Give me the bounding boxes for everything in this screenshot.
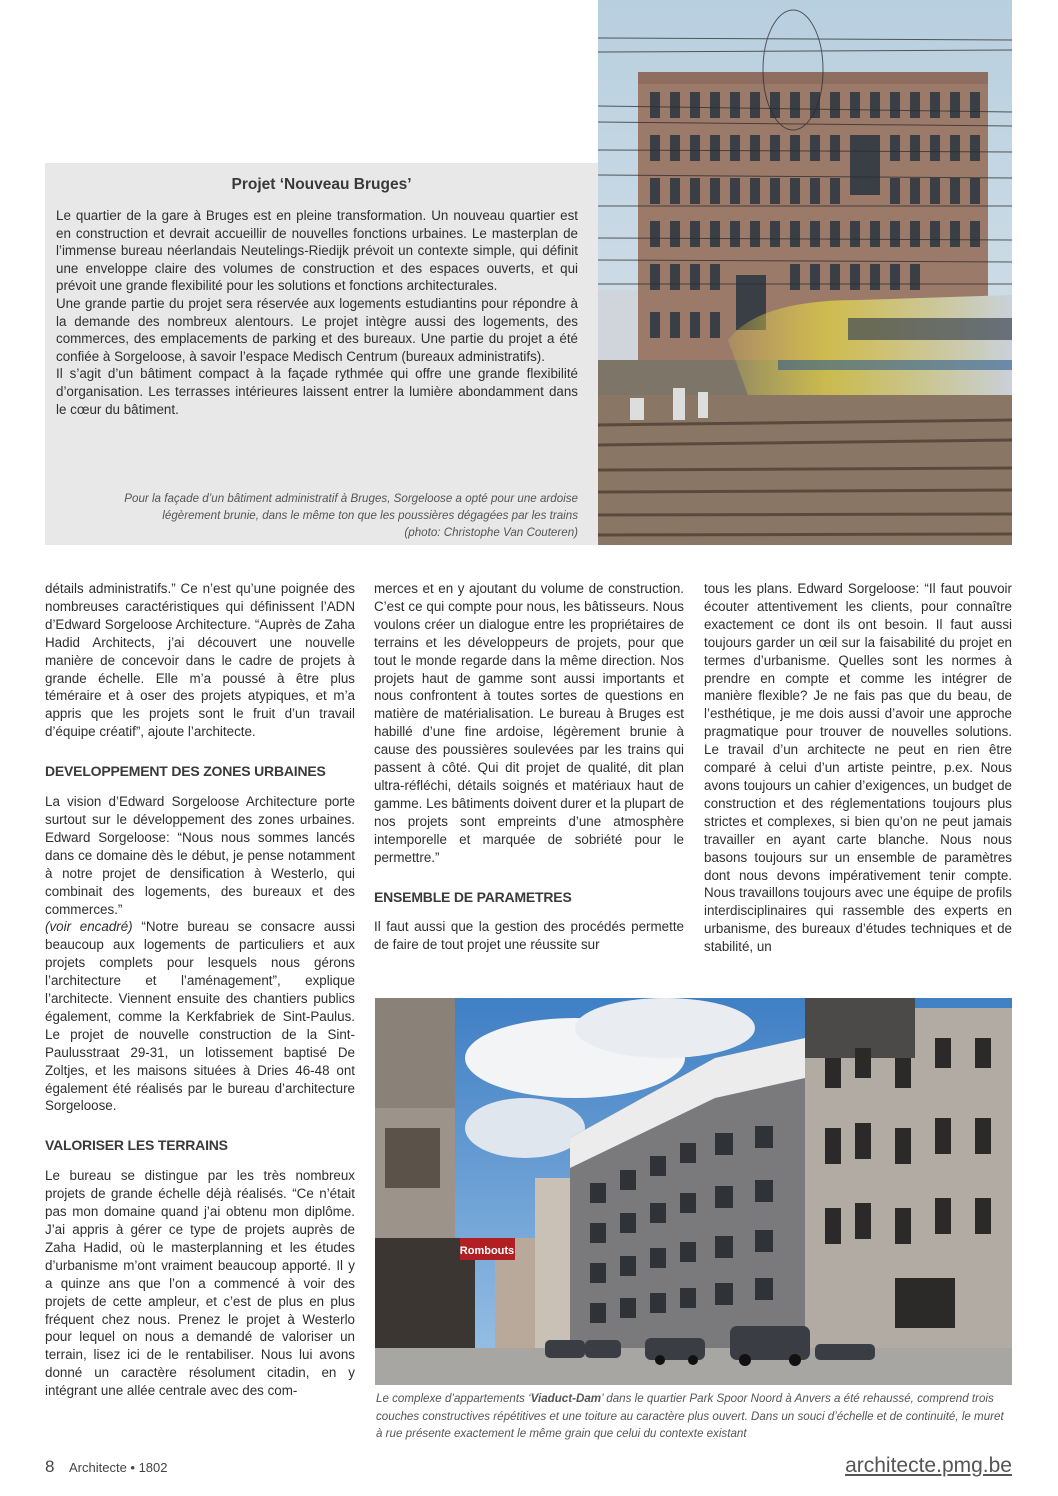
box-paragraph: Une grande partie du projet sera réservée aux logements estudiantins pour répondre à la demande des nombreux alentours. Le projet intègre aussi des logements, des commerces, des emplacements de parking et des bureaux. Une partie du projet a été confiée à Sorgeloose, à savoir l’espace Medisch Centrum (bureaux administratifs). [56, 295, 578, 364]
article-paragraph: Il faut aussi que la gestion des procédés permette de faire de tout projet une réussite sur [374, 919, 684, 953]
article-column-2 [374, 580, 684, 954]
box-title: Projet ‘Nouveau Bruges’ [231, 176, 412, 193]
article-column-3 [704, 580, 1012, 956]
section-heading: VALORISER LES TERRAINS [45, 1137, 228, 1154]
article-paragraph: tous les plans. Edward Sorgeloose: “Il faut pouvoir écouter attentivement les clients, pour connaître exactement ce dont ils ont besoin. Il faut aussi toujours garder un œil sur la faisabilité du projet en termes d’urbanisme. Quelles sont les normes à prendre en compte et comme les intégrer de manière flexible? Je ne fais pas que du beau, de l’esthétique, je me dois aussi d’avoir une approche pragmatique pour trouver de nouvelles solutions. Le travail d’un architecte ne peut en rien être comparé à celui d’un artiste peintre, p.ex. Nous avons toujours un cahier d’exigences, un budget de construction et des réglementations toujours plus strictes et complexes, si bien qu’on ne peut jamais travailler en ayant carte blanche. Nous nous basons toujours sur un ensemble de paramètres dont nous devons impérativement tenir compte. Nous travaillons toujours avec une équipe de profils interdisciplinaires qui rassemble des experts en urbanisme, des bureaux d’études techniques et de stabilité, un [704, 581, 1012, 955]
article-paragraph: détails administratifs.” Ce n’est qu’une poignée des nombreuses caractéristiques qui définissent l’ADN d’Edward Sorgeloose Architecture. “Auprès de Zaha Hadid Architects, j’ai découvert une nouvelle manière de concevoir dans le cadre de projets à grande échelle. Elle m’a poussé à être plus téméraire et à oser des projets atypiques, et m’a appris que les projets sont le fruit d’un travail d’équipe créatif”, ajoute l’architecte. [45, 581, 355, 740]
page-number: 8 [45, 1457, 55, 1476]
caption-project-name: Viaduct-Dam [530, 1392, 602, 1405]
magazine-issue: Architecte • 1802 [69, 1460, 168, 1475]
article-paragraph [45, 793, 355, 1115]
box-paragraph: Il s’agit d’un bâtiment compact à la façade rythmée qui offre une grande flexibilité d’organisation. Les terrasses intérieures laissent entrer la lumière abondamment dans le cœur du bâtiment. [56, 366, 578, 417]
website-link[interactable]: architecte.pmg.be [845, 1454, 1012, 1477]
section-heading: ENSEMBLE DE PARAMETRES [374, 888, 572, 905]
apartment-complex-photo [375, 998, 1012, 1385]
shop-sign-text: Rombouts [459, 1245, 515, 1257]
box-body [56, 207, 578, 418]
office-building-train-photo [598, 0, 1012, 545]
caption-text: Le complexe d’appartements ‘ [376, 1392, 531, 1405]
article-column-1 [45, 580, 355, 1400]
photo-caption-top [62, 490, 578, 541]
caption-line: légèrement brunie, dans le même ton que les poussières dégagées par les trains [162, 509, 578, 522]
italic-note: (voir encadré) [45, 919, 133, 935]
text-run: La vision d’Edward Sorgeloose Architecture porte surtout sur le développement des zones urbaines. Edward Sorgeloose: “Nous nous sommes lancés dans ce domaine dès le début, je pense notamment à notre projet de densification à Westerlo, qui combinait des logements, des bureaux et des commerces.” [45, 794, 355, 917]
caption-line: Pour la façade d’un bâtiment administratif à Bruges, Sorgeloose a opté pour une ardoise [124, 492, 578, 505]
caption-text: ’ dans le quartier Park Spoor Noord à Anvers a été rehaussé, comprend trois couches constructives répétitives et une toiture au caractère plus ouvert. Dans un souci d’échelle et de continuité, le muret à rue présente exactement le même grain que celui du contexte existant [376, 1392, 1004, 1441]
caption-line: (photo: Christophe Van Couteren) [404, 526, 578, 539]
section-heading: DEVELOPPEMENT DES ZONES URBAINES [45, 763, 326, 780]
article-paragraph: Le bureau se distingue par les très nombreux projets de grande échelle déjà réalisés. “Ce n’était pas mon domaine quand j’ai obtenu mon diplôme. J’ai appris à gérer ce type de projets auprès de Zaha Hadid, où le masterplanning et les études d’urbanisme m’ont vraiment beaucoup apporté. Il y a quinze ans que l’on a commencé à voir des projets de cette ampleur, et c’est de plus en plus fréquent chez nous. Prenez le projet à Westerlo pour lequel on nous a demandé de valoriser un terrain, lisez ici de le rentabiliser. Nous lui avons donné un caractère résolument citadin, en y intégrant une allée centrale avec des com- [45, 1168, 355, 1399]
box-paragraph: Le quartier de la gare à Bruges est en pleine transformation. Un nouveau quartier est en construction et devrait accueillir de nouvelles fonctions urbaines. Le masterplan de l’immense bureau néerlandais Neutelings-Riedijk prévoit un contexte simple, qui définit une enveloppe claire des volumes de construction et des espaces ouverts, et qui prévoit une grande flexibilité pour les solutions et fonctions architecturales. [56, 208, 578, 294]
text-run: “Notre bureau se consacre aussi beaucoup aux logements de particuliers et aux projets complets pour lesquels nous gérons l’architecture et l’aménagement”, explique l’architecte. Viennent ensuite des chantiers publics également, comme la Kerkfabriek de Sint-Paulus. Le projet de nouvelle construction de la Sint-Paulusstraat 29-31, un lotissement baptisé De Zoltjes, et les maisons situées à Dries 46-48 ont également été réalisés par le bureau d’architecture Sorgeloose. [45, 919, 355, 1114]
photo-caption-bottom [376, 1390, 1012, 1443]
article-paragraph: merces et en y ajoutant du volume de construction. C’est ce qui compte pour nous, les bâtisseurs. Nous voulons créer un dialogue entre les propriétaires de terrains et les développeurs de projets, pour que tout le monde regarde dans la même direction. Nos projets haut de gamme sont aussi importants et nous confrontent à toutes sortes de questions en matière de matérialisation. Le bureau à Bruges est habillé d’une fine ardoise, légèrement brunie à cause des poussières soulevées par les trains qui passent à côté. Qui dit projet de qualité, dit plan ultra-réfléchi, détails soignés et matériaux haut de gamme. Les bâtiments doivent durer et la plupart de nos projets sont empreints d’une atmosphère intemporelle et marquée de sobriété pour le permettre.” [374, 581, 684, 865]
